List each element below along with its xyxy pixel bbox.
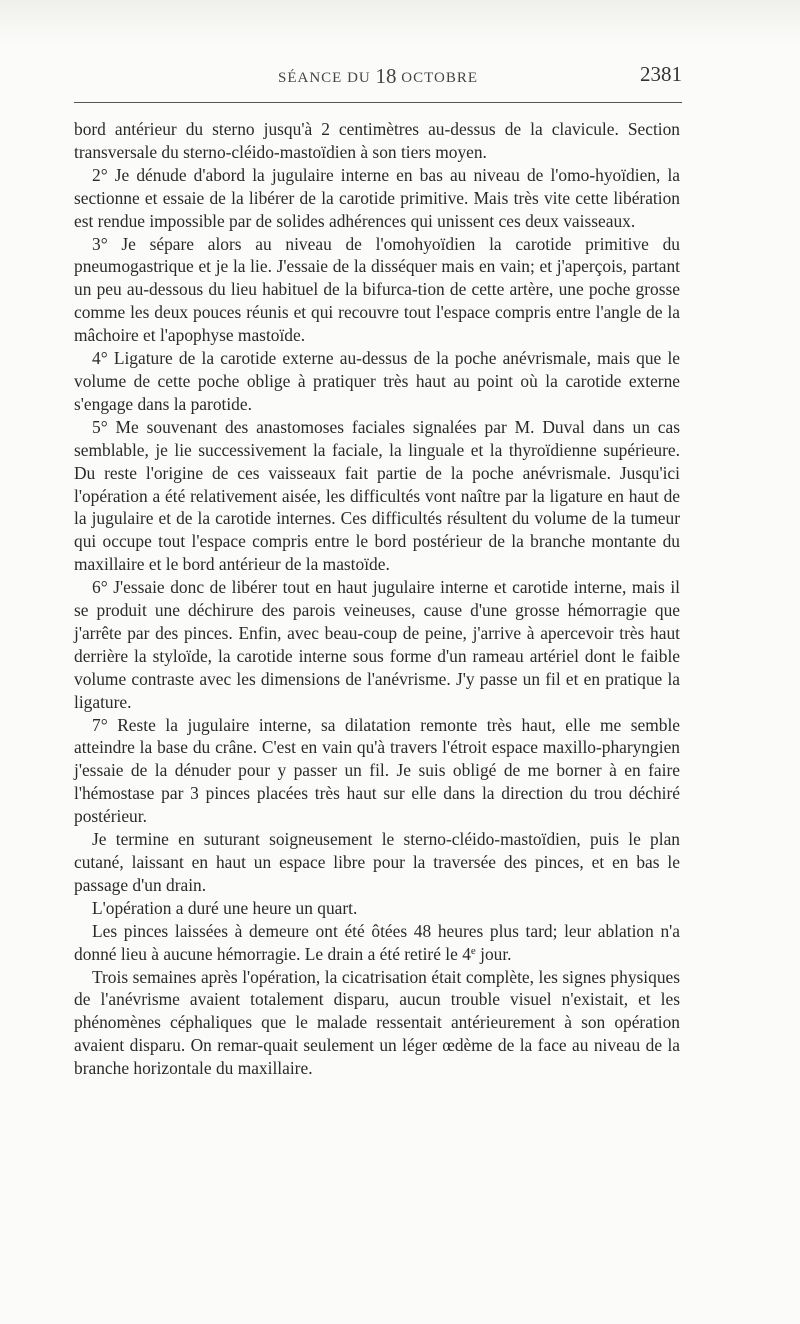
page-number: 2381 [640,62,682,86]
paragraph-step-7: 7° Reste la jugulaire interne, sa dilatation remonte très haut, elle me semble atteindre la base du crâne. C'est en vain qu'à travers l'étroit espace maxillo-pharyngien j'essaie de la dénuder pour y passer un fil. Je suis obligé de me borner à en faire l'hémostase par 3 pinces placées très haut sur elle dans la direction du trou déchiré postérieur. [74,714,680,827]
running-head-day: 18 [375,64,397,88]
drains-text: Les pinces laissées à demeure ont été ôtées 48 heures plus tard; leur ablation n'a donné lieu à aucune hémorragie. Le drain a été retiré le 4 [74,920,680,964]
paragraph-step-5: 5° Me souvenant des anastomoses faciales signalées par M. Duval dans un cas semblable, je lie successivement la faciale, la linguale et la thyroïdienne supérieure. Du reste l'origine de ces vaisseaux fait partie de la poche anévrismale. Jusqu'ici l'opération a été relativement aisée, les difficultés vont naître par la ligature en haut de la jugulaire et de la carotide internes. Ces difficultés résultent du volume de la tumeur qui occupe tout l'espace compris entre le bord postérieur de la branche montante du maxillaire et le bord antérieur de la mastoïde. [74,416,680,575]
body-text [74,118,680,1080]
paragraph-step-2: 2° Je dénude d'abord la jugulaire interne en bas au niveau de l'omo-hyoïdien, la sectionne et essaie de la libérer de la carotide primitive. Mais très vite cette libération est rendue impossible par de solides adhérences qui unissent ces deux vaisseaux. [74,164,680,231]
ordinal-superscript: e [470,944,476,957]
running-head [74,64,682,89]
scan-edge-shading [0,0,800,44]
paragraph-outcome: Trois semaines après l'opération, la cicatrisation était complète, les signes physiques de l'anévrisme avaient totalement disparu, aucun trouble visuel n'existait, et les phénomènes céphaliques que le malade ressentait antérieurement à son opération avaient disparu. On remar-quait seulement un léger œdème de la face au niveau de la branche horizontale du maxillaire. [74,966,680,1079]
paragraph-duration: L'opération a duré une heure un quart. [92,897,358,918]
paragraph-step-6: 6° J'essaie donc de libérer tout en haut jugulaire interne et carotide interne, mais il se produit une déchirure des parois veineuses, cause d'une grosse hémorragie que j'arrête par des pinces. Enfin, avec beau-coup de peine, j'arrive à apercevoir très haut derrière la styloïde, la carotide interne sous forme d'un rameau artériel dont le faible volume contraste avec les dimensions de l'anévrisme. J'y passe un fil et en pratique la ligature. [74,577,680,712]
paragraph-step-4: 4° Ligature de la carotide externe au-dessus de la poche anévrismale, mais que le volume de cette poche oblige à pratiquer très haut au point où la carotide externe s'engage dans la parotide. [74,348,680,414]
paragraph-drains [74,920,680,966]
paragraph-step-3: 3° Je sépare alors au niveau de l'omohyoïdien la carotide primitive du pneumogastrique et je la lie. J'essaie de la disséquer mais en vain; et j'aperçois, partant un peu au-dessous du lieu habituel de la bifurca-tion de cette artère, une poche grosse comme les deux pouces réunis et qui recouvre tout l'espace compris entre l'angle de la mâchoire et l'apophyse mastoïde. [74,233,680,346]
paragraph-closure: Je termine en suturant soigneusement le sterno-cléido-mastoïdien, puis le plan cutané, laissant en haut un espace libre pour la traversée des pinces, et en bas le passage d'un drain. [74,829,680,895]
paragraph-continued: bord antérieur du sterno jusqu'à 2 centimètres au-dessus de la clavicule. Section transversale du sterno-cléido-mastoïdien à son tiers moyen. [74,119,680,162]
running-head-month: OCTOBRE [396,70,478,86]
page-header [74,62,682,92]
drains-text-end: jour. [475,943,512,964]
running-head-session: SÉANCE DU [278,70,376,86]
header-rule [74,102,682,103]
